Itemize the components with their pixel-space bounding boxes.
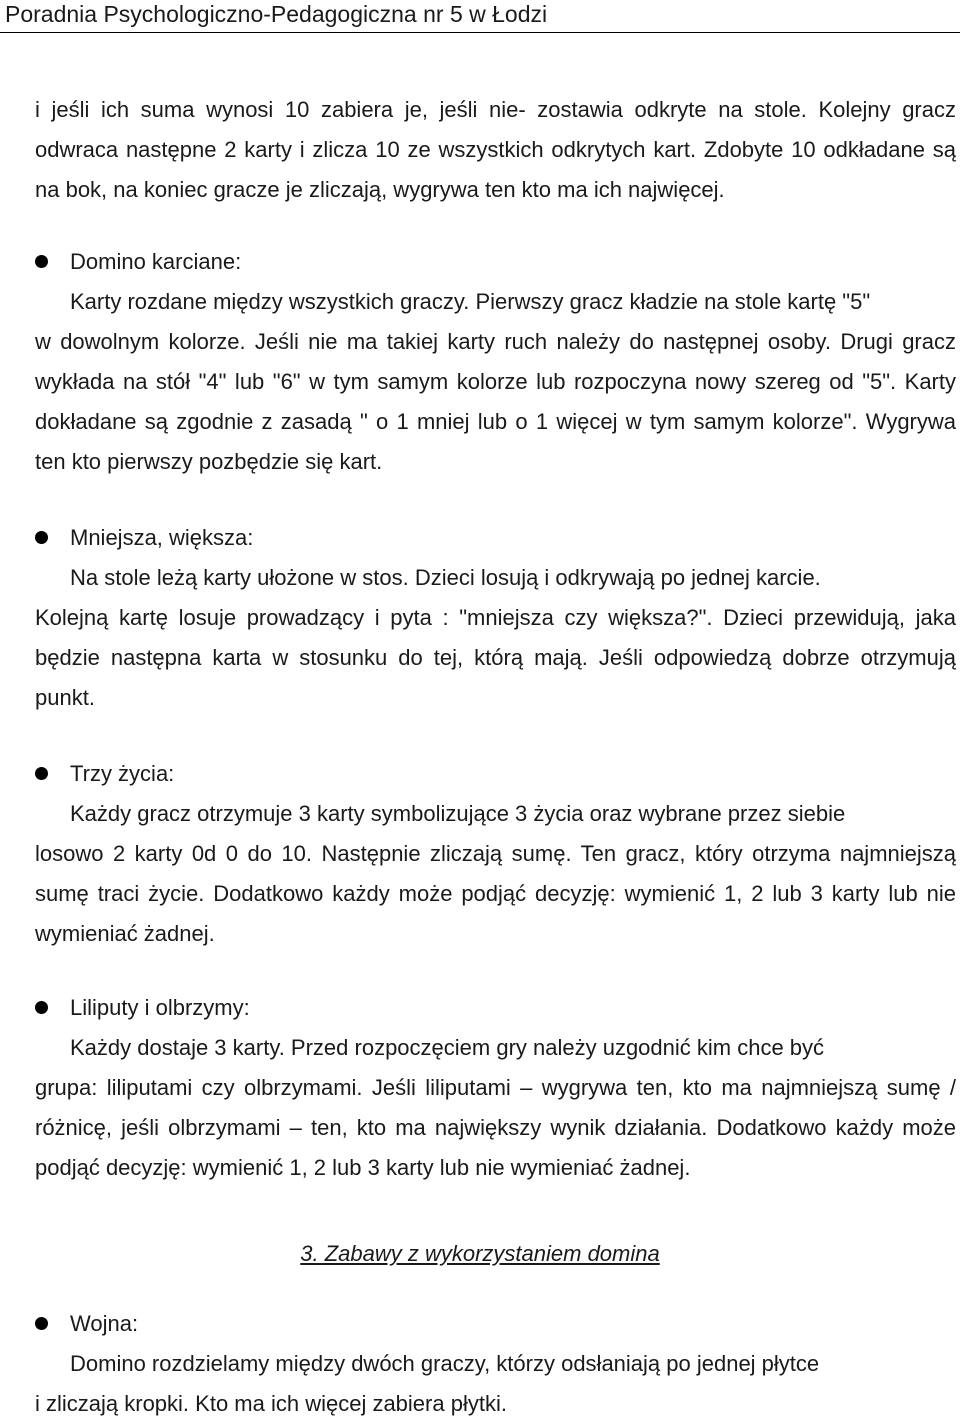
game-description: Kolejną kartę losuje prowadzący i pyta : "mniejsza czy większa?". Dzieci przewidują, jaka będzie następna karta w stosunku do tej, którą mają. Jeśli odpowiedzą dobrze otrzymują punkt. — [35, 605, 956, 710]
game-description: losowo 2 karty 0d 0 do 10. Następnie zliczają sumę. Ten gracz, który otrzyma najmniejszą sumę traci życie. Dodatkowo każdy może podjąć decyzję: wymienić 1, 2 lub 3 karty lub nie wymieniać żadnej. — [35, 841, 956, 946]
bullet-icon — [35, 255, 48, 268]
game-description: i zliczają kropki. Kto ma ich więcej zabiera płytki. — [35, 1391, 507, 1416]
game-description-first-line: Każdy gracz otrzymuje 3 karty symbolizujące 3 życia oraz wybrane przez siebie — [70, 801, 846, 826]
game-item-mniejsza-wieksza — [35, 518, 935, 558]
game-description-first-line: Każdy dostaje 3 karty. Przed rozpoczęciem gry należy uzgodnić kim chce być — [70, 1035, 825, 1060]
header-title: Poradnia Psychologiczno-Pedagogiczna nr 5 w Łodzi — [5, 1, 548, 27]
game-item-wojna — [35, 1304, 935, 1344]
game-title: Trzy życia: — [70, 761, 175, 786]
bullet-icon — [35, 1317, 48, 1330]
game-title: Wojna: — [70, 1311, 139, 1336]
game-title: Liliputy i olbrzymy: — [70, 995, 250, 1020]
intro-paragraph: i jeśli ich suma wynosi 10 zabiera je, jeśli nie- zostawia odkryte na stole. Kolejny gracz odwraca następne 2 karty i zlicza 10 ze wszystkich odkrytych kart. Zdobyte 10 odkładane są na bok, na koniec gracze je zliczają, wygrywa ten kto ma ich najwięcej. — [35, 97, 956, 202]
game-item-trzy-zycia — [35, 754, 935, 794]
bullet-icon — [35, 767, 48, 780]
page-header — [0, 0, 960, 33]
game-item-liliputy-i-olbrzymy — [35, 988, 935, 1028]
game-title: Mniejsza, większa: — [70, 525, 254, 550]
game-description: w dowolnym kolorze. Jeśli nie ma takiej karty ruch należy do następnej osoby. Drugi gracz wykłada na stół "4" lub "6" w tym samym kolorze lub rozpoczyna nowy szereg od "5". Karty dokładane są zgodnie z zasadą " o 1 mniej lub o 1 więcej w tym samym kolorze". Wygrywa ten kto pierwszy pozbędzie się kart. — [35, 329, 956, 474]
game-description-first-line: Karty rozdane między wszystkich graczy. Pierwszy gracz kładzie na stole kartę "5" — [70, 289, 871, 314]
game-description-first-line: Domino rozdzielamy między dwóch graczy, którzy odsłaniają po jednej płytce — [70, 1351, 820, 1376]
game-title: Domino karciane: — [70, 249, 242, 274]
bullet-icon — [35, 1001, 48, 1014]
game-description-first-line: Na stole leżą karty ułożone w stos. Dzieci losują i odkrywają po jednej karcie. — [70, 565, 821, 590]
game-description: grupa: liliputami czy olbrzymami. Jeśli liliputami – wygrywa ten, kto ma najmniejszą sumę / różnicę, jeśli olbrzymami – ten, kto ma największy wynik działania. Dodatkowo każdy może podjąć decyzję: wymienić 1, 2 lub 3 karty lub nie wymieniać żadnej. — [35, 1075, 956, 1180]
section-heading: 3. Zabawy z wykorzystaniem domina — [300, 1241, 660, 1266]
bullet-icon — [35, 531, 48, 544]
game-item-domino-karciane — [35, 242, 935, 282]
